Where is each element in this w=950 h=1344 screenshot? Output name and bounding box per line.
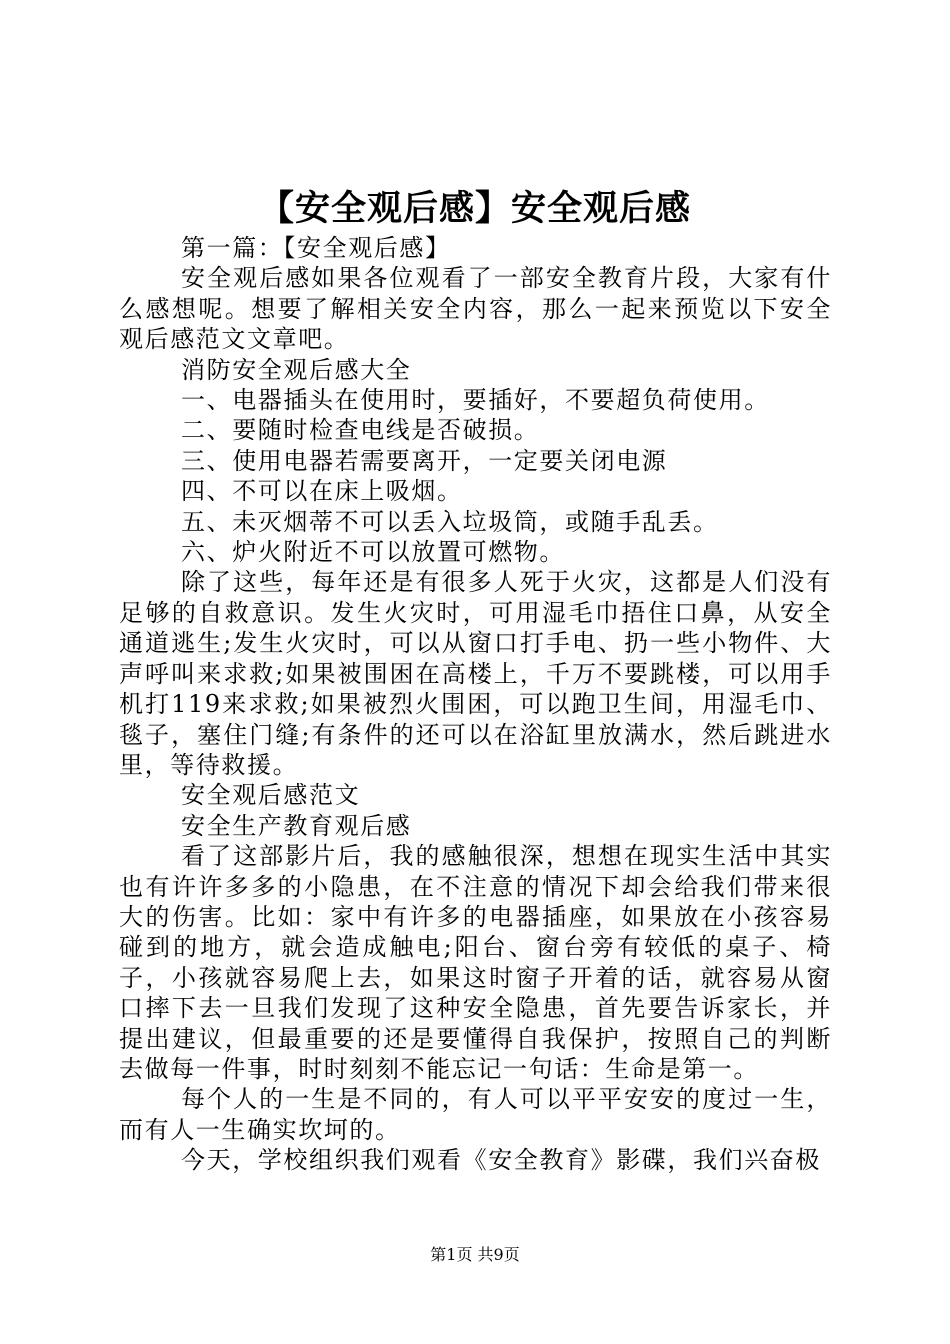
paragraph-8: 五、未灭烟蒂不可以丢入垃圾筒，或随手乱丢。 <box>181 507 719 536</box>
paragraph-7: 四、不可以在床上吸烟。 <box>181 477 463 506</box>
paragraph-3: 消防安全观后感大全 <box>181 355 412 384</box>
paragraph-6: 三、使用电器若需要离开，一定要关闭电源 <box>181 446 668 475</box>
page-number-footer: 第1页 共9页 <box>430 1245 520 1264</box>
paragraph-2: 安全观后感如果各位观看了一部安全教育片段，大家有什么感想呢。想要了解相关安全内容，那么一起来预览以下安全观后感范文文章吧。 <box>119 264 832 354</box>
paragraph-9: 六、炉火附近不可以放置可燃物。 <box>181 538 565 567</box>
paragraph-14: 每个人的一生是不同的，有人可以平平安安的度过一生，而有人一生确实坎坷的。 <box>119 1085 832 1144</box>
paragraph-12: 安全生产教育观后感 <box>181 811 412 840</box>
document-body <box>119 233 832 1176</box>
paragraph-15: 今天，学校组织我们观看《安全教育》影碟，我们兴奋极 <box>181 1146 821 1175</box>
paragraph-13: 看了这部影片后，我的感触很深，想想在现实生活中其实也有许许多多的小隐患，在不注意的情况下却会给我们带来很大的伤害。比如：家中有许多的电器插座，如果放在小孩容易碰到的地方，就会造成触电;阳台、窗台旁有较低的桌子、椅子，小孩就容易爬上去，如果这时窗子开着的话，就容易从窗口摔下去一旦我们发现了这种安全隐患，首先要告诉家长，并提出建议，但最重要的还是要懂得自我保护，按照自己的判断去做每一件事，时时刻刻不能忘记一句话：生命是第一。 <box>119 842 832 1083</box>
paragraph-11: 安全观后感范文 <box>181 781 361 810</box>
paragraph-1: 第一篇：【安全观后感】 <box>181 234 451 262</box>
paragraph-10: 除了这些，每年还是有很多人死于火灾，这都是人们没有足够的自救意识。发生火灾时，可用湿毛巾捂住口鼻，从安全通道逃生;发生火灾时，可以从窗口打手电、扔一些小物件、大声呼叫来求救;如果被围困在高楼上，千万不要跳楼，可以用手机打119来求救;如果被烈火围困，可以跑卫生间，用湿毛巾、毯子，塞住门缝;有条件的还可以在浴缸里放满水，然后跳进水里，等待救援。 <box>119 568 832 779</box>
document-title: 【安全观后感】安全观后感 <box>258 188 691 229</box>
paragraph-5: 二、要随时检查电线是否破损。 <box>181 416 540 445</box>
paragraph-4: 一、电器插头在使用时，要插好，不要超负荷使用。 <box>181 386 770 415</box>
